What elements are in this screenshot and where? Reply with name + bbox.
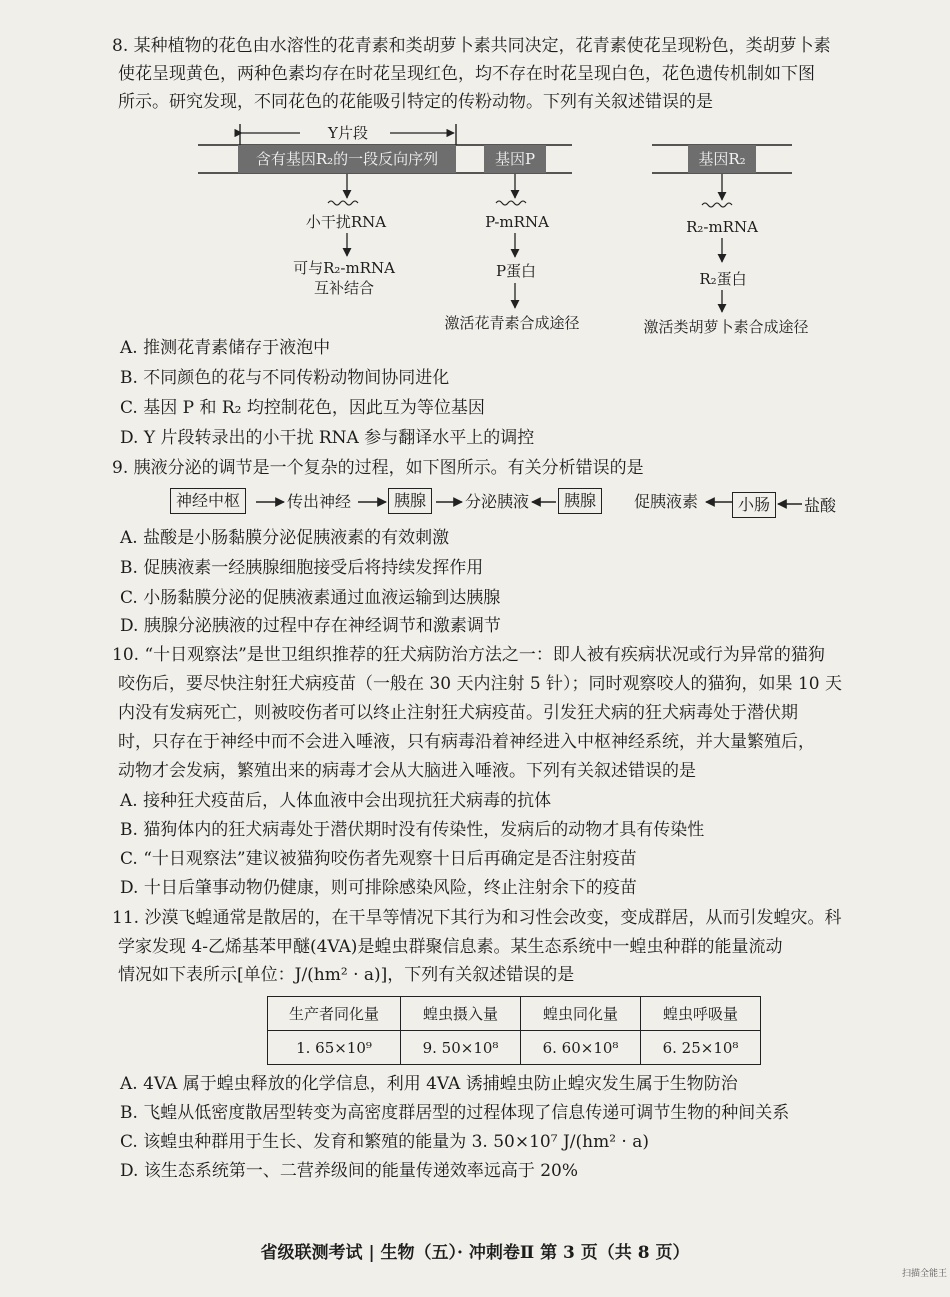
table-header-cell: 蝗虫呼吸量 [641,997,761,1031]
carotenoid-pathway-label: 激活类胡萝卜素合成途径 [643,318,809,336]
gene-r2-box: 基因R₂ [688,145,756,173]
gene-reverse-sequence-box: 含有基因R₂的一段反向序列 [238,145,456,173]
page-footer: 省级联测考试 | 生物（五）· 冲刺卷Ⅱ 第 3 页（共 8 页） [260,1243,690,1263]
q9-option-d: D. 胰腺分泌胰液的过程中存在神经调节和激素调节 [120,616,501,636]
q10-stem-line-2: 咬伤后，要尽快注射狂犬病疫苗（一般在 30 天内注射 5 针）；同时观察咬人的猫狗，如果 10 天 [118,674,843,694]
q10-option-b: B. 猫狗体内的狂犬病毒处于潜伏期时没有传染性，发病后的动物才具有传染性 [120,820,705,840]
r2-mrna-label: R₂-mRNA [686,218,758,236]
table-cell: 9. 50×10⁸ [401,1031,521,1065]
table-cell: 6. 60×10⁸ [521,1031,641,1065]
q9-option-b: B. 促胰液素一经胰腺细胞接受后将持续发挥作用 [120,558,484,578]
p-protein-label: P蛋白 [495,262,537,280]
bind-label-line-1: 可与R₂-mRNA [293,259,395,277]
small-intestine-box: 小肠 [732,492,776,518]
y-segment-label: Y片段 [324,124,372,142]
q10-stem-line-3: 内没有发病死亡，则被咬伤者可以终止注射狂犬病疫苗。引发狂犬病的狂犬病毒处于潜伏期 [118,703,798,723]
p-mrna-label: P-mRNA [485,213,549,231]
q11-option-c: C. 该蝗虫种群用于生长、发育和繁殖的能量为 3. 50×10⁷ J/(hm² · a) [120,1132,649,1152]
gene-p-box: 基因P [484,145,546,173]
anthocyanin-pathway-label: 激活花青素合成途径 [444,314,580,332]
table-header-cell: 蝗虫摄入量 [401,997,521,1031]
secretin-label: 促胰液素 [634,492,699,511]
sirna-label: 小干扰RNA [305,213,387,231]
q10-stem-line-1: 10. “十日观察法”是世卫组织推荐的狂犬病防治方法之一：即人被有疾病状况或行为异常的猫狗 [112,645,825,665]
q10-stem-line-4: 时，只存在于神经中而不会进入唾液，只有病毒沿着神经进入中枢神经系统，并大量繁殖后， [118,732,815,752]
table-row [268,1031,761,1065]
efferent-nerve-label: 传出神经 [287,492,352,511]
secrete-juice-label: 分泌胰液 [465,492,530,511]
pancreas-box-1: 胰腺 [388,488,432,514]
q11-option-a: A. 4VA 属于蝗虫释放的化学信息，利用 4VA 诱捕蝗虫防止蝗灾发生属于生物防治 [120,1074,738,1094]
q8-option-c: C. 基因 P 和 R₂ 均控制花色，因此互为等位基因 [120,398,485,418]
nerve-center-box: 神经中枢 [170,488,246,514]
q11-option-d: D. 该生态系统第一、二营养级间的能量传递效率远高于 20% [120,1161,579,1181]
hydrochloric-acid-label: 盐酸 [804,496,837,515]
table-header-cell: 生产者同化量 [268,997,401,1031]
energy-flow-table [267,996,761,1065]
q8-stem-line-2: 使花呈现黄色，两种色素均存在时花呈现红色，均不存在时花呈现白色，花色遗传机制如下图 [118,64,815,84]
table-cell: 6. 25×10⁸ [641,1031,761,1065]
q8-option-a: A. 推测花青素储存于液泡中 [120,338,331,358]
pancreas-box-2: 胰腺 [558,488,602,514]
q9-option-c: C. 小肠黏膜分泌的促胰液素通过血液运输到达胰腺 [120,588,501,608]
q11-option-b: B. 飞蝗从低密度散居型转变为高密度群居型的过程体现了信息传递可调节生物的种间关系 [120,1103,790,1123]
table-cell: 1. 65×10⁹ [268,1031,401,1065]
q8-option-d: D. Y 片段转录出的小干扰 RNA 参与翻译水平上的调控 [120,428,535,448]
q8-option-b: B. 不同颜色的花与不同传粉动物间协同进化 [120,368,450,388]
q11-stem-line-2: 学家发现 4-乙烯基苯甲醚(4VA)是蝗虫群聚信息素。某生态系统中一蝗虫种群的能量流动 [118,937,783,957]
q11-stem-line-1: 11. 沙漠飞蝗通常是散居的，在干旱等情况下其行为和习性会改变，变成群居，从而引发蝗灾。科 [112,908,842,928]
scanner-watermark: 扫描全能王 [902,1269,948,1279]
q9-stem: 9. 胰液分泌的调节是一个复杂的过程，如下图所示。有关分析错误的是 [112,458,644,478]
q11-stem-line-3: 情况如下表所示[单位：J/(hm² · a)]，下列有关叙述错误的是 [118,965,575,985]
pancreas-flow-arrows [0,0,950,530]
q10-option-c: C. “十日观察法”建议被猫狗咬伤者先观察十日后再确定是否注射疫苗 [120,849,637,869]
r2-protein-label: R₂蛋白 [699,270,747,288]
q8-stem-line-3: 所示。研究发现，不同花色的花能吸引特定的传粉动物。下列有关叙述错误的是 [118,92,713,112]
q10-option-a: A. 接种狂犬疫苗后，人体血液中会出现抗狂犬病毒的抗体 [120,791,552,811]
q10-stem-line-5: 动物才会发病，繁殖出来的病毒才会从大脑进入唾液。下列有关叙述错误的是 [118,761,696,781]
bind-label-line-2: 互补结合 [313,279,375,297]
table-header-cell: 蝗虫同化量 [521,997,641,1031]
q10-option-d: D. 十日后肇事动物仍健康，则可排除感染风险，终止注射余下的疫苗 [120,878,637,898]
table-header-row [268,997,761,1031]
q8-stem-line-1: 8. 某种植物的花色由水溶性的花青素和类胡萝卜素共同决定，花青素使花呈现粉色，类胡萝卜素 [112,36,831,56]
q9-option-a: A. 盐酸是小肠黏膜分泌促胰液素的有效刺激 [120,528,450,548]
